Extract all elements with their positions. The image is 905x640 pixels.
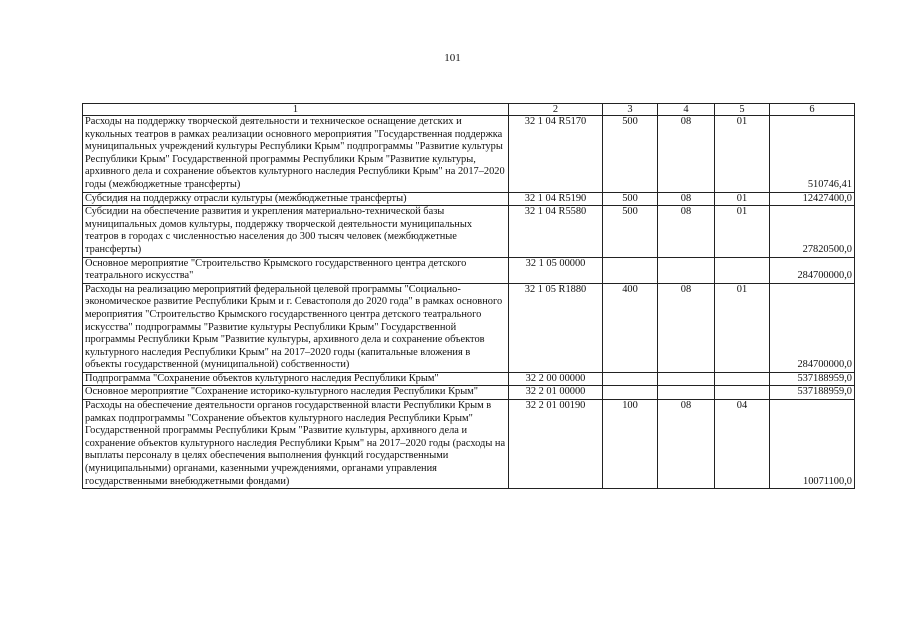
column-header: 1 — [83, 104, 509, 116]
table-row — [83, 372, 855, 386]
row-expense-type — [603, 257, 658, 283]
row-section — [658, 257, 715, 283]
row-expense-type: 500 — [603, 206, 658, 257]
column-header: 5 — [715, 104, 770, 116]
row-section — [658, 386, 715, 400]
row-code: 32 1 04 R5190 — [509, 192, 603, 206]
row-code: 32 2 01 00190 — [509, 400, 603, 489]
column-number-row — [83, 104, 855, 116]
row-amount: 12427400,0 — [770, 192, 855, 206]
row-expense-type: 400 — [603, 283, 658, 372]
row-section: 08 — [658, 192, 715, 206]
row-description: Субсидии на обеспечение развития и укрепления материально-технической базы муниципальных домов культуры, поддержку творческой деятельности муниципальных театров в городах с численностью населения до 300 тысяч человек (межбюджетные трансферты) — [83, 206, 509, 257]
row-description: Расходы на обеспечение деятельности органов государственной власти Республики Крым в рамках подпрограммы "Сохранение объектов культурного наследия Республики Крым" Государственной программы Республики Крым "Развитие культуры, архивного дела и сохранение объектов культурного наследия Республики Крым" на 2017–2020 годы (расходы на выплаты персоналу в целях обеспечения выполнения функций государственными (муниципальными) органами, казенными учреждениями, органами управления государственными внебюджетными фондами) — [83, 400, 509, 489]
row-expense-type — [603, 372, 658, 386]
table-row — [83, 116, 855, 193]
row-amount: 537188959,0 — [770, 372, 855, 386]
row-amount: 284700000,0 — [770, 257, 855, 283]
row-expense-type — [603, 386, 658, 400]
row-code: 32 1 04 R5580 — [509, 206, 603, 257]
row-code: 32 1 04 R5170 — [509, 116, 603, 193]
row-amount: 284700000,0 — [770, 283, 855, 372]
row-subsection: 01 — [715, 283, 770, 372]
row-description: Расходы на поддержку творческой деятельности и техническое оснащение детских и кукольных театров в рамках реализации основного мероприятия "Государственная поддержка муниципальных учреждений культуры Республики Крым" подпрограммы "Развитие культуры Республики Крым" Государственной программы Республики Крым "Развитие культуры, архивного дела и сохранение объектов культурного наследия Республики Крым" на 2017–2020 годы (межбюджетные трансферты) — [83, 116, 509, 193]
row-code: 32 2 01 00000 — [509, 386, 603, 400]
column-header: 3 — [603, 104, 658, 116]
row-expense-type: 100 — [603, 400, 658, 489]
row-code: 32 2 00 00000 — [509, 372, 603, 386]
table-row — [83, 192, 855, 206]
table-row — [83, 400, 855, 489]
row-section: 08 — [658, 116, 715, 193]
row-expense-type: 500 — [603, 116, 658, 193]
row-amount: 10071100,0 — [770, 400, 855, 489]
column-header: 4 — [658, 104, 715, 116]
row-subsection: 01 — [715, 116, 770, 193]
row-code: 32 1 05 00000 — [509, 257, 603, 283]
row-description: Подпрограмма "Сохранение объектов культурного наследия Республики Крым" — [83, 372, 509, 386]
row-description: Расходы на реализацию мероприятий федеральной целевой программы "Социально-экономическое развитие Республики Крым и г. Севастополя до 2020 года" в рамках основного мероприятия "Строительство Крымского государственного центра детского театрального искусства" подпрограммы "Развитие культуры Республики Крым" Государственной программы Республики Крым "Развитие культуры, архивного дела и сохранение объектов культурного наследия Республики Крым" на 2017–2020 годы (капитальные вложения в объекты государственной (муниципальной) собственности) — [83, 283, 509, 372]
row-subsection — [715, 386, 770, 400]
budget-table — [82, 103, 855, 489]
row-subsection — [715, 257, 770, 283]
row-section: 08 — [658, 206, 715, 257]
row-section — [658, 372, 715, 386]
page-number: 101 — [444, 52, 461, 64]
row-code: 32 1 05 R1880 — [509, 283, 603, 372]
row-description: Основное мероприятие "Сохранение историко-культурного наследия Республики Крым" — [83, 386, 509, 400]
column-header: 6 — [770, 104, 855, 116]
table-row — [83, 386, 855, 400]
row-subsection: 01 — [715, 192, 770, 206]
row-amount: 510746,41 — [770, 116, 855, 193]
row-amount: 27820500,0 — [770, 206, 855, 257]
row-description: Основное мероприятие "Строительство Крымского государственного центра детского театрального искусства" — [83, 257, 509, 283]
row-section: 08 — [658, 400, 715, 489]
row-amount: 537188959,0 — [770, 386, 855, 400]
table-row — [83, 283, 855, 372]
row-subsection: 04 — [715, 400, 770, 489]
table-row — [83, 206, 855, 257]
row-subsection — [715, 372, 770, 386]
table-row — [83, 257, 855, 283]
row-description: Субсидия на поддержку отрасли культуры (межбюджетные трансферты) — [83, 192, 509, 206]
column-header: 2 — [509, 104, 603, 116]
row-section: 08 — [658, 283, 715, 372]
row-expense-type: 500 — [603, 192, 658, 206]
row-subsection: 01 — [715, 206, 770, 257]
